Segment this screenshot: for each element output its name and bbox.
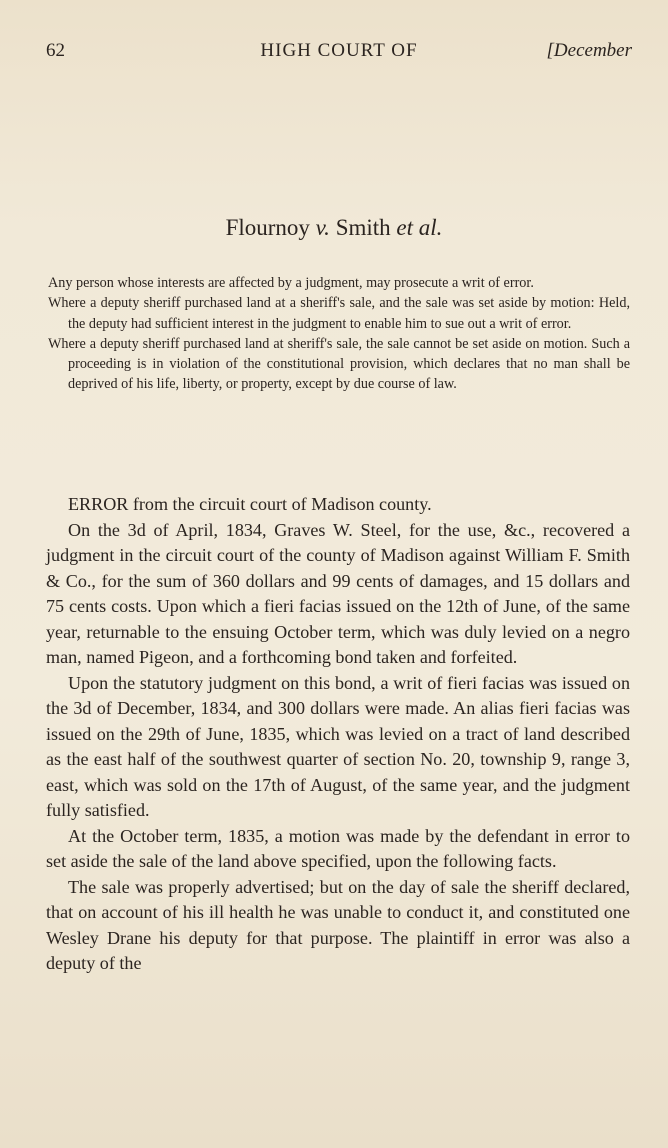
headnote: Where a deputy sheriff purchased land at a sheriff's sale, and the sale was set aside by motion: Held, the deputy had sufficient interest in the judgment to enable him to sue out a writ of error. — [48, 295, 630, 332]
headnotes — [48, 273, 630, 395]
body-paragraph: On the 3d of April, 1834, Graves W. Steel, for the use, &c., recovered a judgment in the circuit court of the county of Madison against William F. Smith & Co., for the sum of 360 dollars and 99 cents of damages, and 15 dollars and 75 cents costs. Upon which a fieri facias issued on the 12th of June, of the same year, returnable to the ensuing October term, which was duly levied on a negro man, named Pigeon, and a forthcoming bond taken and forfeited. — [46, 519, 630, 667]
page-number: 62 — [46, 40, 65, 61]
body-paragraph: The sale was properly advertised; but on the day of sale the sheriff declared, that on account of his ill health he was unable to conduct it, and constituted one Wesley Drane his deputy for that purpose. The plaintiff in error was also a deputy of the — [46, 876, 630, 973]
case-title — [0, 215, 668, 241]
headnote: Any person whose interests are affected by a judgment, may prosecute a writ of error. — [48, 275, 534, 291]
body-paragraph: At the October term, 1835, a motion was made by the defendant in error to set aside the sale of the land above specified, upon the following facts. — [46, 825, 630, 871]
party-defendant: Smith — [335, 215, 391, 240]
party-plaintiff: Flournoy — [225, 215, 310, 240]
lead-line: ERROR from the circuit court of Madison county. — [68, 494, 432, 514]
body-paragraph: Upon the statutory judgment on this bond, a writ of fieri facias was issued on the 3d of December, 1834, and 300 dollars were made. An alias fieri facias was issued on the 29th of June, 1835, which was levied on a tract of land described as the east half of the southwest quarter of section No. 20, township 9, range 3, east, which was sold on the 17th of August, of the same year, and the judgment fully satisfied. — [46, 672, 630, 820]
versus: v. — [315, 215, 330, 240]
running-title: HIGH COURT OF — [260, 40, 418, 61]
page-header — [46, 40, 632, 68]
opinion-body — [46, 492, 630, 977]
et-al: et al. — [396, 215, 443, 240]
headnote: Where a deputy sheriff purchased land at sheriff's sale, the sale cannot be set aside on motion. Such a proceeding is in violation of the constitutional provision, which declares that no man shall be deprived of his life, liberty, or property, except by due course of law. — [48, 335, 630, 393]
running-month: [December — [546, 40, 632, 61]
